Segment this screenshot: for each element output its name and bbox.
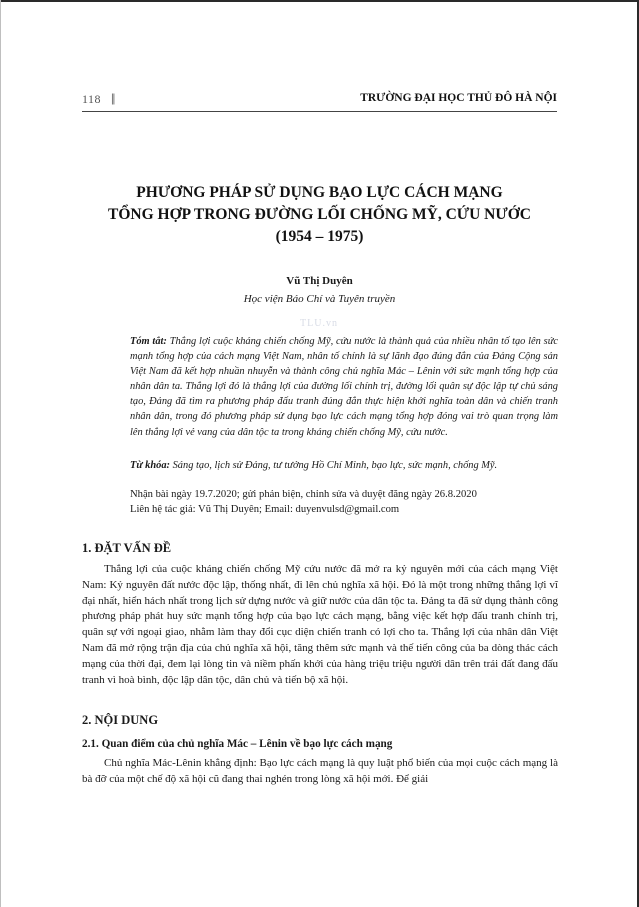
- journal-name: TRƯỜNG ĐẠI HỌC THỦ ĐÔ HÀ NỘI: [360, 92, 557, 104]
- running-header: [82, 92, 557, 112]
- subsection-heading-2-1: 2.1. Quan điểm của chủ nghĩa Mác – Lênin về bạo lực cách mạng: [82, 738, 393, 750]
- keywords: [130, 458, 558, 473]
- section-heading-intro: 1. ĐẶT VẤN ĐỀ: [82, 541, 172, 555]
- header-rule: [82, 111, 557, 112]
- received-dates: Nhận bài ngày 19.7.2020; gửi phản biện, chỉnh sửa và duyệt đăng ngày 26.8.2020: [130, 489, 477, 500]
- keywords-text: Sáng tạo, lịch sử Đảng, tư tưởng Hồ Chí Minh, bạo lực, sức mạnh, chống Mỹ.: [172, 460, 498, 471]
- page-frame-left: [0, 0, 1, 907]
- author-contact: Liên hệ tác giả: Vũ Thị Duyên; Email: duyenvulsd@gmail.com: [130, 503, 400, 515]
- abstract-label: Tóm tắt:: [130, 336, 167, 347]
- intro-paragraph: Thắng lợi của cuộc kháng chiến chống Mỹ cứu nước đã mở ra kỷ nguyên mới của cách mạng Việt Nam: Kỷ nguyên đất nước độc lập, thống nhất, đi lên chủ nghĩa xã hội. Đó là một trong những thắng lợi vĩ đại nhất, hiển hách nhất trong lịch sử dựng nước và giữ nước của dân tộc ta. Đảng ta đã sử dụng thành công phương pháp phát huy sức mạnh tổng hợp của bạo lực cách mạng, bằng việc kết hợp đấu tranh chính trị, quân sự với ngoại giao, nhằm làm thay đổi cục diện chiến tranh có lợi cho ta. Thắng lợi của nhân dân Việt Nam đã mở rộng trận địa của chủ nghĩa xã hội, tăng thêm sức mạnh và thế tiến công của ba dòng thác cách mạng của thời đại, đem lại lòng tin và niềm phấn khởi của hàng triệu triệu người dân trên trái đất đang đấu tranh vì hoà bình, độc lập dân tộc, dân chủ và tiến bộ xã hội.: [82, 563, 558, 686]
- watermark: TLU.vn: [300, 318, 338, 329]
- article-title: [82, 182, 557, 248]
- title-line-1: PHƯƠNG PHÁP SỬ DỤNG BẠO LỰC CÁCH MẠNG: [136, 184, 503, 201]
- section-heading-content: 2. NỘI DUNG: [82, 713, 159, 727]
- title-line-3: (1954 – 1975): [275, 228, 364, 245]
- title-line-2: TỔNG HỢP TRONG ĐƯỜNG LỐI CHỐNG MỸ, CỨU NƯỚC: [108, 206, 531, 223]
- author-name: Vũ Thị Duyên: [286, 275, 353, 287]
- author-affiliation: Học viện Báo Chí và Tuyên truyền: [243, 293, 396, 305]
- header-separator-icon: ||: [111, 90, 115, 105]
- keywords-label: Từ khóa:: [130, 460, 170, 471]
- abstract-text: Thắng lợi cuộc kháng chiến chống Mỹ, cứu nước là thành quả của nhiều nhân tố tạo lên sức mạnh tổng hợp của cách mạng Việt Nam, nhân tố chính là sự lãnh đạo đúng đắn của Đảng Cộng sản Việt Nam đã kết hợp nhuần nhuyễn và thành công chủ nghĩa Mác – Lênin với sức mạnh tổng hợp của nhân dân ta. Thắng lợi đó là thắng lợi của đường lối chính trị, đường lối quân sự độc lập tự chủ sáng tạo, Đảng đã tìm ra phương pháp đấu tranh đúng đắn thực hiện khởi nghĩa toàn dân và chiến tranh nhân dân, trong đó phương pháp sử dụng bạo lực cách mạng tổng hợp đóng vai trò quan trọng làm lên thắng lợi vẻ vang của dân tộc ta trong kháng chiến chống Mỹ, cứu nước.: [130, 336, 558, 438]
- subsection-paragraph: Chủ nghĩa Mác-Lênin khẳng định: Bạo lực cách mạng là quy luật phổ biến của mọi cuộc cách mạng là bà đỡ của một chế độ xã hội cũ đang thai nghén trong lòng xã hội mới. Để giải: [82, 757, 558, 785]
- submission-info: [130, 488, 558, 517]
- page-number: 118: [82, 92, 102, 106]
- page-frame-top: [0, 0, 639, 2]
- abstract: [130, 334, 558, 440]
